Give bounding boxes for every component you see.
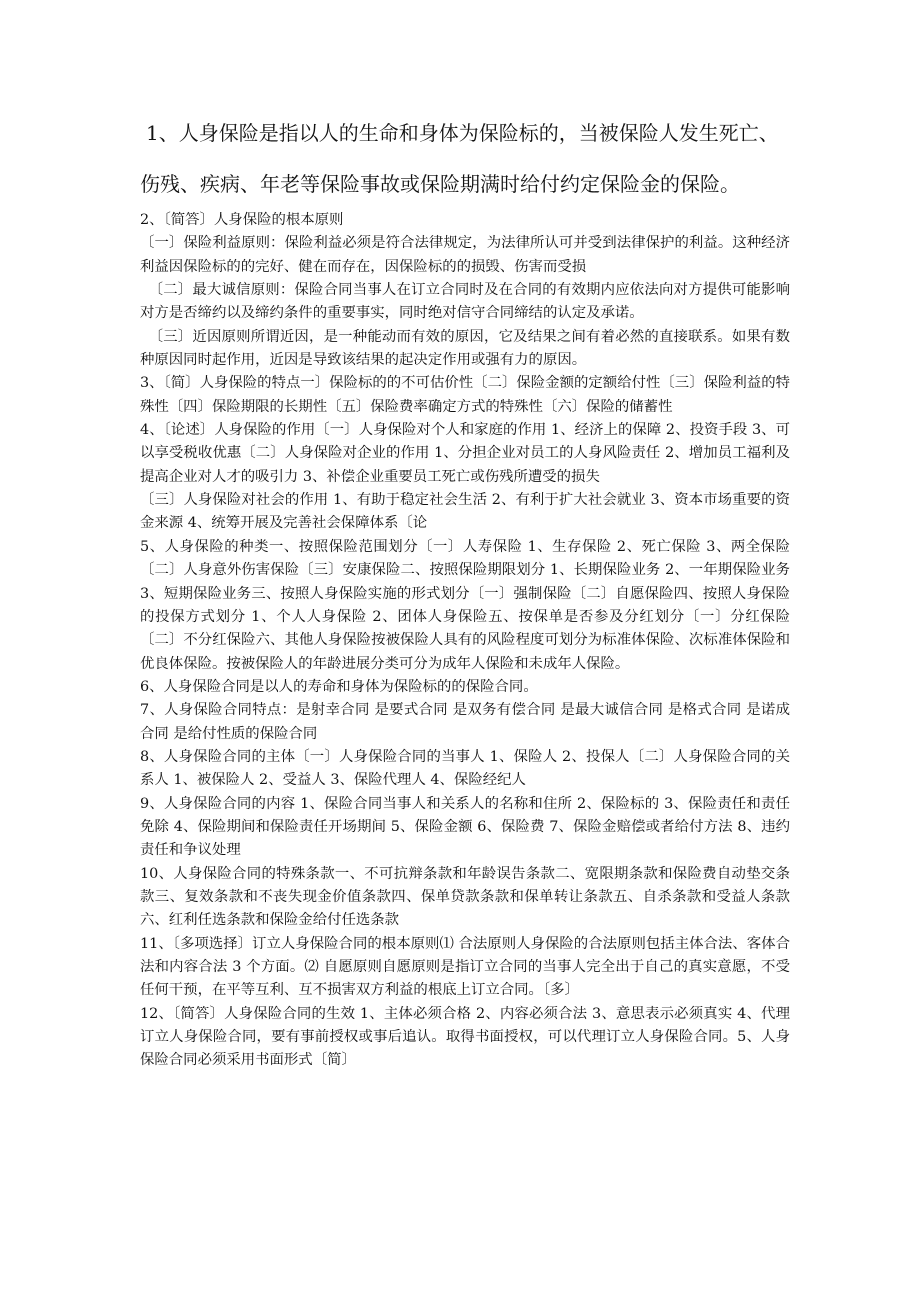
paragraph-10-special-clauses: 10、人身保险合同的特殊条款一、不可抗辩条款和年龄误告条款二、宽限期条款和保险费自动垫交条款三、复效条款和不丧失现金价值条款四、保单贷款条款和保单转让条款五、自杀条款和受益人条款六、红利任选条款和保险金给付任选条款: [140, 865, 790, 929]
paragraph-6-definition: 6、人身保险合同是以人的寿命和身体为保险标的的保险合同。: [140, 678, 538, 695]
paragraph-2-title: 2、〔简答〕人身保险的根本原则: [140, 212, 344, 228]
paragraph-9-contents: 9、人身保险合同的内容 1、保险合同当事人和关系人的名称和住所 2、保险标的 3、保险责任和责任免除 4、保险期间和保险责任开场期间 5、保险金额 6、保险费 7、保险金赔偿或者给付方法 8、违约责任和争议处理: [140, 795, 790, 859]
document-body: [140, 209, 790, 1073]
paragraph-12-effectiveness: 12、〔简答〕人身保险合同的生效 1、主体必须合格 2、内容必须合法 3、意思表示必须真实 4、代理订立人身保险合同，要有事前授权或事后追认。取得书面授权，可以代理订立人身保险合同。5、人身保险合同必须采用书面形式〔简〕: [140, 1005, 790, 1069]
heading-line-2: 伤残、疾病、年老等保险事故或保险期满时给付约定保险金的保险。: [140, 172, 740, 196]
paragraph-principle-3: 〔三〕近因原则所谓近因，是一种能动而有效的原因，它及结果之间有着必然的直接联系。如果有数种原因同时起作用，近因是导致该结果的起决定作用或强有力的原因。: [140, 328, 790, 369]
heading-line-1: 1、人身保险是指以人的生命和身体为保险标的，当被保险人发生死亡、: [146, 121, 779, 145]
paragraph-principle-1: 〔一〕保险利益原则：保险利益必须是符合法律规定，为法律所认可并受到法律保护的利益。这种经济利益因保险标的的完好、健在而存在，因保险标的的损毁、伤害而受损: [140, 235, 790, 275]
paragraph-4-society: 〔三〕人身保险对社会的作用 1、有助于稳定社会生活 2、有利于扩大社会就业 3、资本市场重要的资金来源 4、统筹开展及完善社会保障体系〔论: [140, 492, 790, 532]
paragraph-3-features: 3、〔简〕人身保险的特点一〕保险标的的不可估价性〔二〕保险金额的定额给付性〔三〕保险利益的特殊性〔四〕保险期限的长期性〔五〕保险费率确定方式的特殊性〔六〕保险的储蓄性: [140, 375, 790, 415]
paragraph-8-subjects: 8、人身保险合同的主体〔一〕人身保险合同的当事人 1、保险人 2、投保人〔二〕人身保险合同的关系人 1、被保险人 2、受益人 3、保险代理人 4、保险经纪人: [140, 748, 790, 789]
paragraph-5-types: 5、人身保险的种类一、按照保险范围划分〔一〕人寿保险 1、生存保险 2、死亡保险 3、两全保险〔二〕人身意外伤害保险〔三〕安康保险二、按照保险期限划分 1、长期保险业务 2、一年期保险业务 3、短期保险业务三、按照人身保险实施的形式划分〔一〕强制保险〔二〕自愿保险四、按照人身保险的投保方式划分 1、个人人身保险 2、团体人身保险五、按保单是否参及分红划分〔一〕分红保险〔二〕不分红保险六、其他人身保险按被保险人具有的风险程度可划分为标准体保险、次标准体保险和优良体保险。按被保险人的年龄进展分类可分为成年人保险和未成年人保险。: [140, 538, 790, 672]
paragraph-principle-2: 〔二〕最大诚信原则：保险合同当事人在订立合同时及在合同的有效期内应依法向对方提供可能影响对方是否缔约以及缔约条件的重要事实，同时绝对信守合同缔结的认定及承诺。: [140, 282, 790, 322]
paragraph-11-principles: 11、〔多项选择〕订立人身保险合同的根本原则⑴ 合法原则人身保险的合法原则包括主体合法、客体合法和内容合法 3 个方面。⑵ 自愿原则自愿原则是指订立合同的当事人完全出于自己的真实意愿，不受任何干预，在平等互利、互不损害双方利益的根底上订立合同。〔多〕: [140, 935, 790, 999]
paragraph-4-functions: 4、〔论述〕人身保险的作用〔一〕人身保险对个人和家庭的作用 1、经济上的保障 2、投资手段 3、可以享受税收优惠〔二〕人身保险对企业的作用 1、分担企业对员工的人身风险责任 2、增加员工福利及提高企业对人才的吸引力 3、补偿企业重要员工死亡或伤残所遭受的损失: [140, 422, 790, 485]
paragraph-7-characteristics: 7、人身保险合同特点：是射幸合同 是要式合同 是双务有偿合同 是最大诚信合同 是格式合同 是诺成合同 是给付性质的保险合同: [140, 702, 790, 742]
